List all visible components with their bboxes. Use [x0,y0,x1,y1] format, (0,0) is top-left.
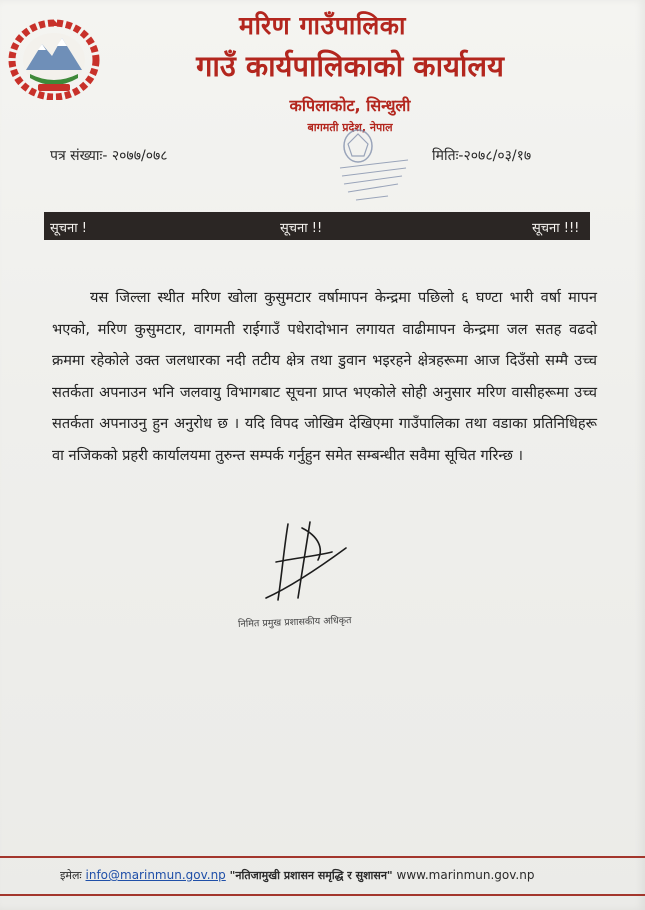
footer-divider-bottom [0,894,645,896]
official-stamp [318,118,413,210]
notice-label-center: सूचना !! [280,221,323,236]
email-label: इमेलः [60,869,82,882]
notice-body: यस जिल्ला स्थीत मरिण खोला कुसुमटार वर्षामापन केन्द्रमा पछिलो ६ घण्टा भारी वर्षा मापन भएको, मरिण कुसुमटार, वागमती राईगाउँ पधेरादोभान लगायत वाढीमापन केन्द्रमा जल सतह वढदो क्रममा रहेकोले उक्त जलधारका नदी तटीय क्षेत्र तथा डुवान भइरहने क्षेत्रहरूमा आज दिउँसो सम्मै उच्च सतर्कता अपनाउन भनि जलवायु विभागबाट सूचना प्राप्त भएकोले सोही अनुसार मरिण वासीहरूमा उच्च सतर्कता अपनाउनु हुन अनुरोध छ । यदि विपद जोखिम देखिएमा गाउँपालिका तथा वडाका प्रतिनिधिहरू वा नजिकको प्रहरी कार्यालयमा तुरुन्त सम्पर्क गर्नुहुन समेत सम्बन्धीत सवैमा सूचित गरिन्छ । [52,289,597,464]
footer-divider-top [0,856,645,858]
email-link[interactable]: info@marinmun.gov.np [85,868,226,882]
website-link[interactable]: www.marinmun.gov.np [396,868,535,882]
office-address: कपिलाकोट, सिन्धुली [289,96,411,115]
motto-text: "नतिजामुखी प्रशासन समृद्धि र सुशासन" [229,869,393,882]
reference-number: पत्र संख्याः- २०७७/०७८ [50,148,168,164]
office-name: गाउँ कार्यपालिकाको कार्यालय [196,49,504,83]
footer [60,868,640,883]
province-label: बागमती प्रदेश, नेपाल [307,121,393,134]
signatory-title: निमित प्रमुख प्रशासकीय अधिकृत [237,615,352,630]
notice-banner [44,212,590,240]
notice-label-left: सूचना ! [50,221,87,236]
letter-date: मितिः-२०७८/०३/१७ [432,148,532,164]
municipality-name: मरिण गाउँपालिका [239,11,406,40]
handwritten-signature [258,518,353,613]
notice-label-right: सूचना !!! [532,221,580,236]
